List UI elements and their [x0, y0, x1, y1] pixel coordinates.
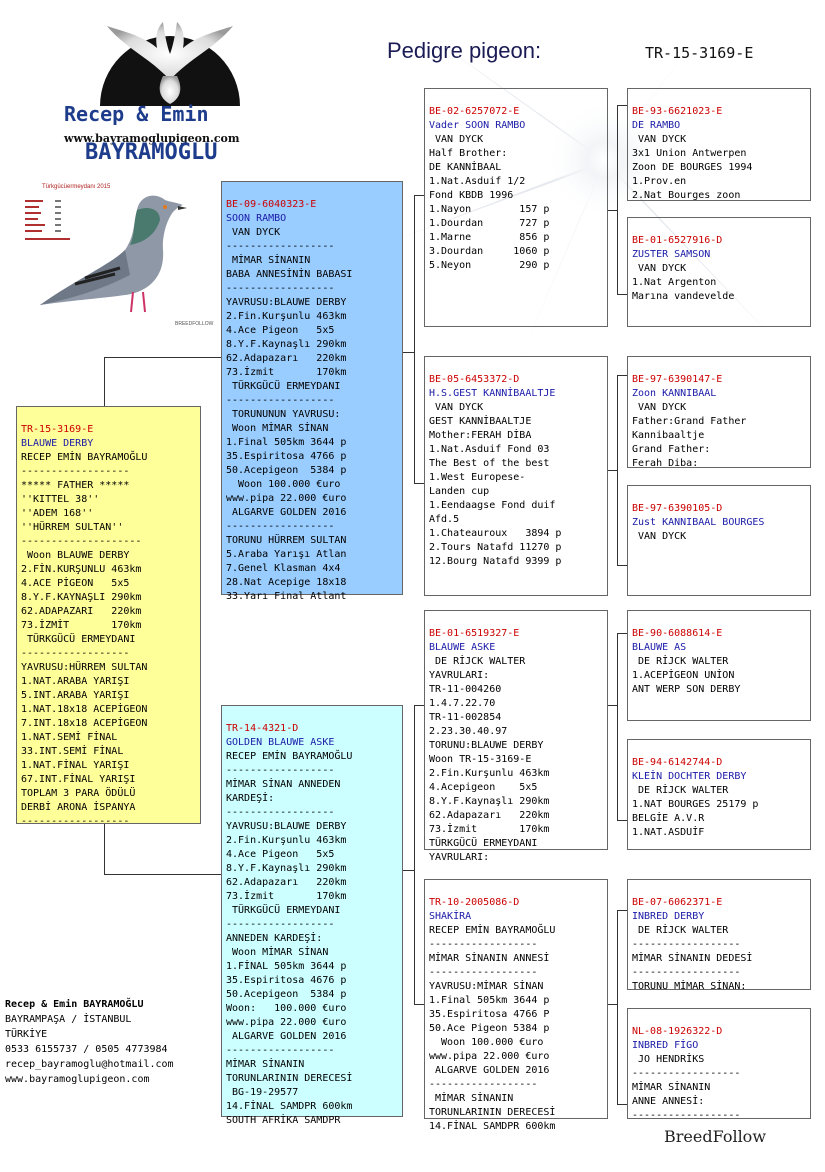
- contact-phone[interactable]: 0533 6155737 / 0505 4773984: [5, 1044, 168, 1055]
- ring-number: TR-10-2005086-D: [429, 897, 520, 908]
- pigeon-details: VAN DYCK ------------------ MİMAR SİNANIN BABA ANNESİNİN BABASI ------------------ YAVRUSU:BLAUWE DERBY 2.Fin.Kurşunlu 463km 4.Ace Pigeon 5x5 8.Y.F.Kaynaşlı 290km 62.Adapazarı 220km 73.İzmit 170km TÜRKGÜCÜ ERMEYDANI ------------------ TORUNUNUN YAVRUSU: Woon MİMAR SİNAN 1.Final 505km 3644 p 35.Espiritosa 4766 p 50.Acepigeon 5384 p Woon 100.000 €uro www.pipa 22.000 €uro ALGARVE GOLDEN 2016 ------------------ TORUNU HÜRREM SULTAN 5.Araba Yarışı Atlan 7.Genel Klasman 4x4 28.Nat Acepige 18x18 33.Yarı Final Atlant: [226, 227, 353, 602]
- connector: [414, 195, 415, 483]
- card-title: Türkgücüermeydanı 2015: [42, 184, 111, 190]
- ring-number: NL-08-1926322-D: [632, 1026, 723, 1037]
- header-ring: TR-15-3169-E: [645, 44, 754, 62]
- pigeon-name: BLAUWE AS: [632, 642, 687, 653]
- ring-number: BE-07-6062371-E: [632, 897, 723, 908]
- connector: [617, 105, 618, 295]
- ring-number: BE-90-6088614-E: [632, 628, 723, 639]
- pigeon-name: Zust KANNIBAAL BOURGES: [632, 517, 765, 528]
- pigeon-photo-card: [15, 180, 215, 330]
- ring-number: BE-97-6390105-D: [632, 503, 723, 514]
- pigeon-name: INBRED DERBY: [632, 911, 705, 922]
- breedfollow-brand: BreedFollow: [664, 1127, 767, 1146]
- pigeon-details: DE RİJCK WALTER ------------------ MİMAR SİNANIN DEDESİ ------------------ TORUNU MİMAR SİNAN:: [632, 925, 753, 992]
- dam-box: [221, 705, 403, 1126]
- pigeon-name: H.S.GEST KANNİBAALTJE: [429, 388, 556, 399]
- connector: [617, 375, 618, 565]
- connector: [607, 705, 617, 706]
- sire-dam-box: [424, 356, 608, 596]
- ring-number: BE-09-6040323-E: [226, 199, 317, 210]
- ring-number: BE-02-6257072-E: [429, 106, 520, 117]
- connector: [414, 705, 415, 1005]
- dam-dam-box: [424, 879, 608, 1132]
- svg-text:BREEDFOLLOW: BREEDFOLLOW: [175, 321, 214, 327]
- sire-sire-dam-box: [627, 217, 811, 327]
- pigeon-name: BLAUWE DERBY: [21, 438, 94, 449]
- sire-box: [221, 181, 403, 602]
- contact-name: Recep & Emin BAYRAMOĞLU: [5, 999, 144, 1010]
- pigeon-details: VAN DYCK GEST KANNİBAALTJE Mother:FERAH DİBA 1.Nat.Asduif Fond 03 The Best of the best 1.West Europese- Landen cup 1.Eendaagse Fond duif Afd.5 1.Chateauroux 3894 p 2.Tours Natafd 11270 p 12.Bourg Natafd 9399 p: [429, 402, 562, 567]
- pigeon-details: VAN DYCK 3x1 Union Antwerpen Zoon DE BOURGES 1994 1.Prov.en 2.Nat Bourges zoon: [632, 134, 753, 201]
- sire-dam-dam-box: [627, 485, 811, 596]
- pigeon-details: VAN DYCK: [632, 531, 687, 542]
- brand-line-1: Recep & Emin: [64, 102, 209, 126]
- connector: [607, 210, 617, 211]
- sire-sire-sire-box: [627, 88, 811, 201]
- pigeon-details: VAN DYCK Father:Grand Father Kannibaaltje Grand Father: Ferah Diba:: [632, 402, 747, 469]
- ring-number: BE-93-6621023-E: [632, 106, 723, 117]
- pigeon-name: INBRED FİGO: [632, 1040, 699, 1051]
- dove-logo: [95, 18, 245, 106]
- pigeon-name: SOON RAMBO: [226, 213, 287, 224]
- pigeon-name: DE RAMBO: [632, 120, 681, 131]
- connector: [104, 874, 222, 875]
- pigeon-name: Zoon KANNIBAAL: [632, 388, 717, 399]
- dam-dam-sire-box: [627, 879, 811, 990]
- contact-website[interactable]: www.bayramoglupigeon.com: [5, 1074, 150, 1085]
- connector: [607, 1004, 617, 1005]
- pigeon-name: ZUSTER SAMSON: [632, 249, 711, 260]
- connector: [104, 357, 105, 407]
- ring-number: BE-01-6519327-E: [429, 628, 520, 639]
- contact-address: BAYRAMPAŞA / İSTANBUL: [5, 1014, 132, 1025]
- pigeon-details: DE RİJCK WALTER 1.NAT BOURGES 25179 p BELGİE A.V.R 1.NAT.ASDUİF: [632, 785, 759, 838]
- subject-box: [16, 406, 201, 827]
- ring-number: TR-15-3169-E: [21, 424, 94, 435]
- connector: [104, 357, 222, 358]
- brand-url[interactable]: www.bayramoglupigeon.com: [64, 132, 240, 145]
- ring-number: BE-01-6527916-D: [632, 235, 723, 246]
- ring-number: BE-94-6142744-D: [632, 757, 723, 768]
- sire-dam-sire-box: [627, 356, 811, 468]
- ring-number: BE-97-6390147-E: [632, 374, 723, 385]
- pigeon-details: RECEP EMİN BAYRAMOĞLU ------------------ MİMAR SİNAN ANNEDEN KARDEŞİ: ------------------ YAVRUSU:BLAUWE DERBY 2.Fin.Kurşunlu 463km 4.Ace Pigeon 5x5 8.Y.F.Kaynaşlı 290km 62.Adapazarı 220km 73.İzmit 170km TÜRKGÜCÜ ERMEYDANI ------------------ ANNEDEN KARDEŞİ: Woon MİMAR SİNAN 1.FİNAL 505km 3644 p 35.Espiritosa 4676 p 50.Acepigeon 5384 p Woon: 100.000 €uro www.pipa 22.000 €uro ALGARVE GOLDEN 2016 ------------------ MİMAR SİNANIN TORUNLARININ DERECESİ BG-19-29577 14.FİNAL SAMDPR 600km SOUTH AFRİKA SAMDPR: [226, 751, 353, 1126]
- connector: [617, 633, 618, 820]
- pigeon-name: GOLDEN BLAUWE ASKE: [226, 737, 335, 748]
- connector: [607, 470, 617, 471]
- pigeon-name: KLEİN DOCHTER DERBY: [632, 771, 747, 782]
- pigeon-name: Vader SOON RAMBO: [429, 120, 526, 131]
- dam-dam-dam-box: [627, 1008, 811, 1119]
- pigeon-name: BLAUWE ASKE: [429, 642, 496, 653]
- contact-email[interactable]: recep_bayramoglu@hotmail.com: [5, 1059, 174, 1070]
- pigeon-details: VAN DYCK 1.Nat Argenton Marına vandevelde: [632, 263, 735, 302]
- dam-sire-dam-box: [627, 739, 811, 850]
- ring-number: BE-05-6453372-D: [429, 374, 520, 385]
- pigeon-details: JO HENDRİKS ------------------ MİMAR SİNANIN ANNE ANNESİ: ------------------: [632, 1054, 741, 1121]
- pigeon-details: RECEP EMİN BAYRAMOĞLU ------------------ ***** FATHER ***** ''KITTEL 38'' ''ADEM 168'' ''HÜRREM SULTAN'' -------------------- Woon BLAUWE DERBY 2.FİN.KURŞUNLU 463km 4.ACE PİGEON 5x5 8.Y.F.KAYNAŞLI 290km 62.ADAPAZARI 220km 73.İZMİT 170km TÜRKGÜCÜ ERMEYDANI ------------------ YAVRUSU:HÜRREM SULTAN 1.NAT.ARABA YARIŞI 5.INT.ARABA YARIŞI 1.NAT.18x18 ACEPİGEON 7.INT.18x18 ACEPİGEON 1.NAT.SEMİ FİNAL 33.INT.SEMİ FİNAL 1.NAT.FİNAL YARIŞI 67.INT.FİNAL YARIŞI TOPLAM 3 PARA ÖDÜLÜ DERBİ ARONA İSPANYA ------------------: [21, 452, 148, 827]
- dam-sire-box: [424, 610, 608, 863]
- pigeon-details: RECEP EMİN BAYRAMOĞLU ------------------ MİMAR SİNANIN ANNESİ ------------------ YAVRUSU:MİMAR SİNAN 1.Final 505km 3644 p 35.Espiritosa 4766 P 50.Ace Pigeon 5384 p Woon 100.000 €uro www.pipa 22.000 €uro ALGARVE GOLDEN 2016 ------------------ MİMAR SİNANIN TORUNLARININ DERECESİ 14.FİNAL SAMDPR 600km: [429, 925, 556, 1132]
- sire-sire-box: [424, 88, 608, 327]
- pigeon-details: DE RİJCK WALTER 1.ACEPİGEON UNİON ANT WERP SON DERBY: [632, 656, 741, 695]
- dam-sire-sire-box: [627, 610, 811, 721]
- pigeon-details: DE RİJCK WALTER YAVRULARI: TR-11-004260 1.4.7.22.70 TR-11-002854 2.23.30.40.97 TORUNU:BLAUWE DERBY Woon TR-15-3169-E 2.Fin.Kurşunlu 463km 4.Acepigeon 5x5 8.Y.F.Kaynaşlı 290km 62.Adapazarı 220km 73.İzmit 170km TÜRKGÜCÜ ERMEYDANI YAVRULARI:: [429, 656, 550, 863]
- connector: [617, 910, 618, 1105]
- contact-block: [5, 982, 174, 1102]
- pigeon-name: SHAKİRA: [429, 911, 472, 922]
- contact-country: TÜRKİYE: [5, 1029, 48, 1040]
- brand-line-2: BAYRAMOGLU: [85, 140, 218, 165]
- ring-number: TR-14-4321-D: [226, 723, 299, 734]
- page-title: Pedigre pigeon:: [387, 38, 542, 63]
- pigeon-details: VAN DYCK Half Brother: DE KANNİBAAL 1.Nat.Asduif 1/2 Fond KBDB 1996 1.Nayon 157 p 1.Dourdan 727 p 1.Marne 856 p 3.Dourdan 1060 p 5.Neyon 290 p: [429, 134, 550, 271]
